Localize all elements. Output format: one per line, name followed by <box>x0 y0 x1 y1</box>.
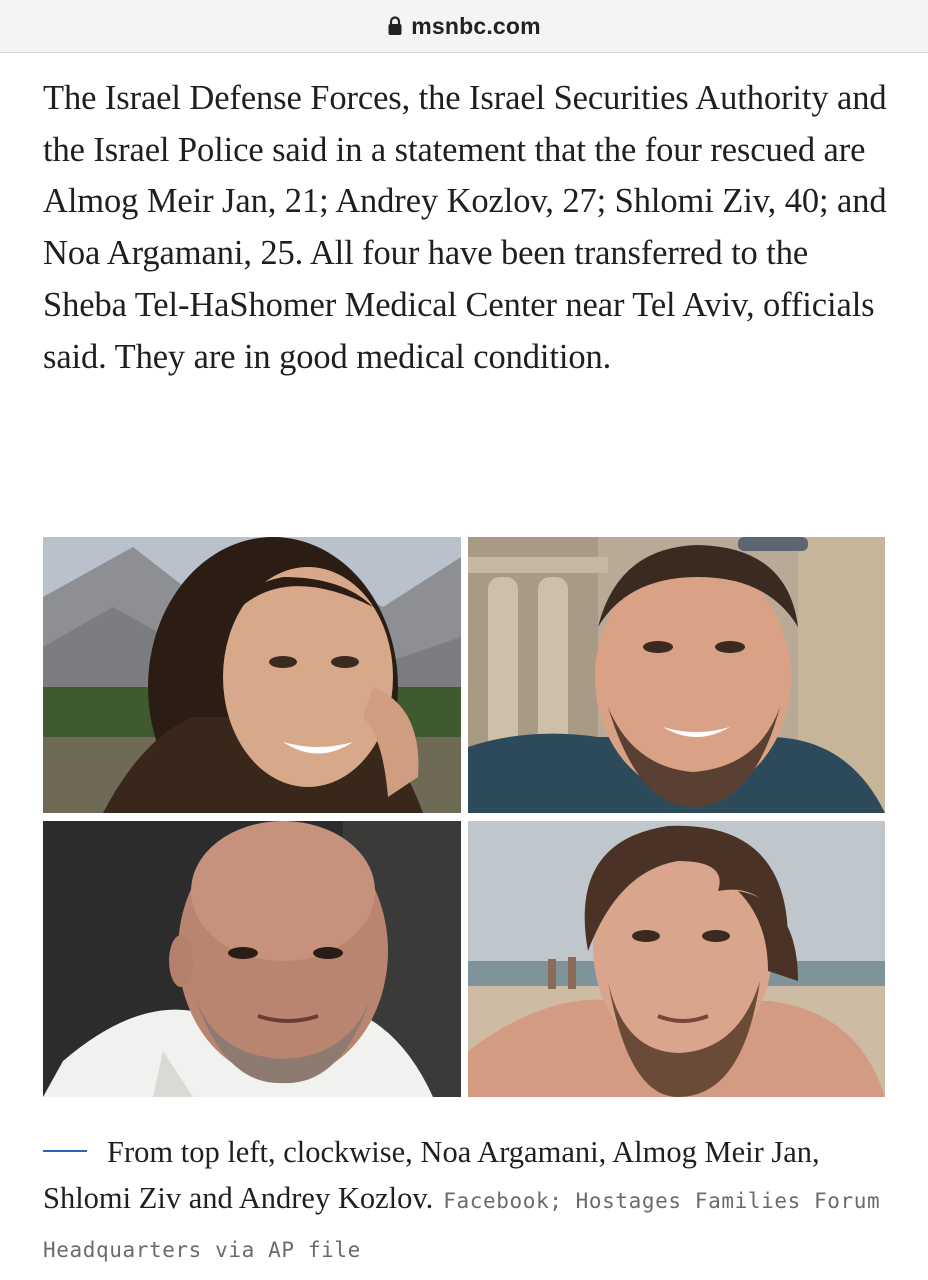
photo-shlomi-ziv <box>43 821 461 1097</box>
caption-text: From top left, clockwise, Noa Argamani, Almog Meir Jan, Shlomi Ziv and Andrey Kozlov. <box>43 1135 820 1215</box>
caption-divider <box>43 1150 87 1152</box>
url-domain: msnbc.com <box>411 12 541 39</box>
photo-grid <box>43 537 885 1097</box>
photo-credit: Facebook; Hostages Families Forum Headquarters via AP file <box>43 1189 881 1262</box>
article-paragraph: The Israel Defense Forces, the Israel Securities Authority and the Israel Police said in a statement that the four rescued are Almog Meir Jan, 21; Andrey Kozlov, 27; Shlomi Ziv, 40; and Noa Argamani, 25. All four have been transferred to the Sheba Tel-HaShomer Medical Center near Tel Aviv, officials said. They are in good medical condition. <box>43 79 887 376</box>
lock-icon <box>387 16 403 36</box>
photo-noa-argamani <box>43 537 461 813</box>
photo-andrey-kozlov <box>468 821 885 1097</box>
photo-caption <box>43 1129 893 1273</box>
photo-almog-meir-jan <box>468 537 885 813</box>
address-bar[interactable] <box>0 0 928 53</box>
